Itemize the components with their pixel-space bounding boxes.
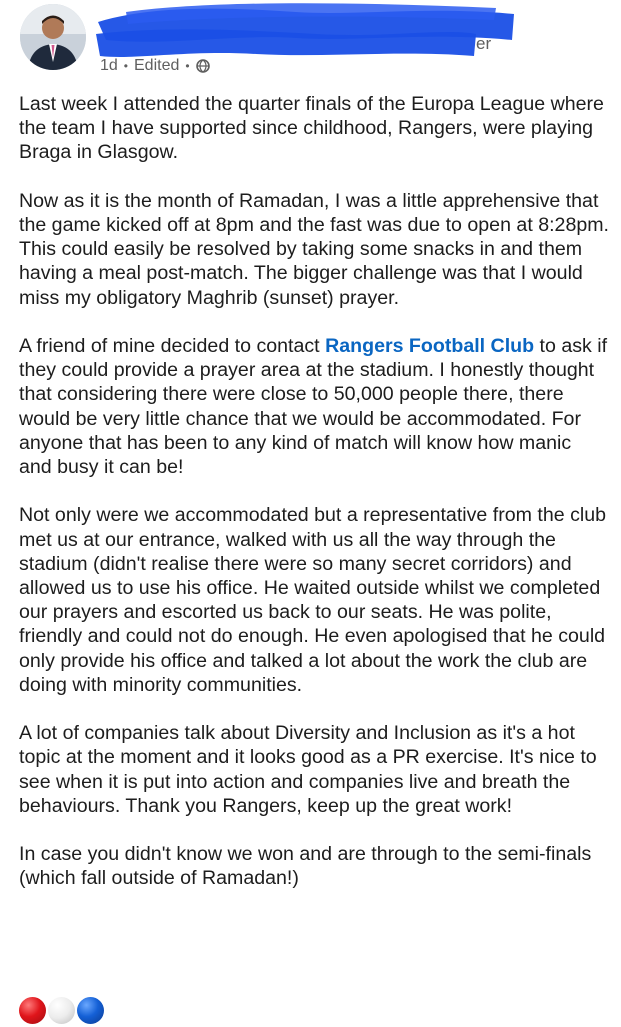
emoji-row xyxy=(19,997,104,1027)
paragraph-2 xyxy=(19,189,609,310)
paragraph-3-text-after: to ask if they could provide a prayer area at the stadium. I honestly thought that considering there were close to 50,000 people there, there would be very little chance that we would be accommodated. For anyone that has been to any kind of match will know how manic and busy it can be! xyxy=(19,335,608,479)
red-circle-emoji xyxy=(19,997,46,1024)
paragraph-4-text: Not only were we accommodated but a representative from the club met us at our entrance, walked with us all the way through the stadium (didn't realise there were so many secret corridors) and allowed us to use his office. He waited outside whilst we completed our prayers and escorted us back to our seats. He was polite, friendly and could not do enough. He even apologised that he could only provide his office and talked a lot about the work the club are doing with minority communities. xyxy=(19,504,607,696)
redaction-scribble xyxy=(96,0,516,62)
post-meta xyxy=(100,56,210,76)
rangers-mention-link[interactable]: Rangers Football Club xyxy=(325,335,535,357)
paragraph-1 xyxy=(19,92,609,165)
meta-separator: • xyxy=(123,59,128,73)
post-age: 1d xyxy=(100,57,118,74)
post-header xyxy=(0,0,621,90)
author-avatar[interactable] xyxy=(20,4,86,70)
paragraph-1-text: Last week I attended the quarter finals of the Europa League where the team I have supported since childhood, Rangers, were playing Braga in Glasgow. xyxy=(19,93,604,164)
blue-circle-emoji xyxy=(77,997,104,1024)
post-body xyxy=(19,92,609,915)
paragraph-6 xyxy=(19,842,609,890)
white-circle-emoji xyxy=(48,997,75,1024)
paragraph-4 xyxy=(19,503,609,697)
paragraph-6-text: In case you didn't know we won and are through to the semi-finals (which fall outside of Ramadan!) xyxy=(19,843,592,890)
edited-label: Edited xyxy=(134,57,180,74)
globe-icon xyxy=(196,59,210,73)
paragraph-3-text-before: A friend of mine decided to contact xyxy=(19,335,326,357)
paragraph-5-text: A lot of companies talk about Diversity and Inclusion as it's a hot topic at the moment and it looks good as a PR exercise. It's nice to see when it is put into action and companies live and breath the behaviours. Thank you Rangers, keep up the great work! xyxy=(19,722,597,817)
author-headline-fragment: er xyxy=(476,34,492,53)
paragraph-5 xyxy=(19,721,609,818)
meta-separator-2: • xyxy=(185,59,190,73)
paragraph-2-text: Now as it is the month of Ramadan, I was a little apprehensive that the game kicked off at 8pm and the fast was due to open at 8:28pm. This could easily be resolved by taking some snacks in and them having a meal post-match. The bigger challenge was that I would miss my obligatory Maghrib (sunset) prayer. xyxy=(19,189,610,309)
paragraph-3 xyxy=(19,334,609,479)
